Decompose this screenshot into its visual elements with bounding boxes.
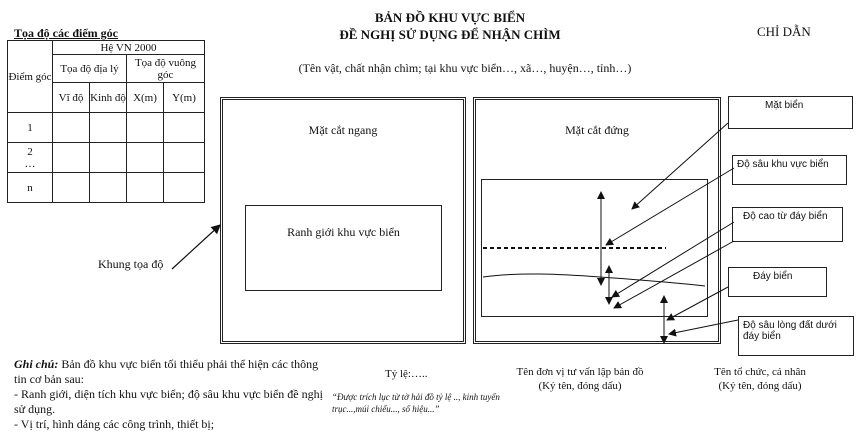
rect-coord-header: Tọa độ vuông góc — [127, 55, 205, 83]
legend-height-from-bottom: Độ cao từ đáy biển — [732, 207, 843, 242]
legend-sea-surface: Mặt biển — [728, 96, 853, 129]
notes — [14, 357, 329, 432]
notes-item-1: - Ranh giới, diện tích khu vực biển; độ sâu khu vực biển đề nghị sử dụng. — [14, 387, 323, 416]
title-subtitle: (Tên vật, chất nhận chìm; tại khu vực biển…, xã…, huyện…, tỉnh…) — [298, 61, 632, 75]
owner-sign: (Ký tên, đóng dấu) — [718, 380, 802, 392]
cross-section-label: Mặt cắt ngang — [308, 123, 378, 137]
longitudinal-label: Mặt cắt đứng — [565, 123, 629, 137]
point-column-header: Điểm góc — [8, 41, 53, 113]
title-line-1: BẢN ĐỒ KHU VỰC BIỂN — [374, 10, 526, 25]
pointer-height-2 — [614, 241, 734, 308]
legend-seabed: Đáy biển — [728, 267, 827, 297]
coordinate-heading: Tọa độ các điểm góc — [14, 26, 118, 40]
legend-sea-depth: Độ sâu khu vực biển — [732, 155, 847, 185]
title-line-2: ĐỀ NGHỊ SỬ DỤNG ĐỂ NHẬN CHÌM — [339, 27, 561, 42]
area-boundary-label: Ranh giới khu vực biển — [287, 225, 400, 239]
scale-label: Tỷ lệ:….. — [385, 368, 428, 380]
row-label: 1 — [8, 113, 53, 143]
geo-coord-header: Tọa độ địa lý — [53, 55, 127, 83]
legend-sediment-depth: Độ sâu lòng đất dưới đáy biển — [738, 316, 854, 356]
notes-label: Ghi chú: — [14, 357, 59, 371]
row-label: 2 … — [8, 143, 53, 173]
y-header: Y(m) — [164, 83, 205, 113]
unit-name: Tên đơn vị tư vấn lập bản đồ — [516, 366, 644, 378]
pointer-seabed — [667, 287, 728, 320]
notes-item-2: - Vị trí, hình dáng các công trình, thiết bị; — [14, 417, 215, 431]
lat-header: Vĩ độ — [53, 83, 90, 113]
pointer-height — [612, 222, 734, 297]
pointer-sea-surface — [632, 123, 728, 209]
owner-name: Tên tổ chức, cá nhân — [714, 366, 806, 378]
notes-intro: Bản đồ khu vực biển tối thiểu phải thể hiện các thông tin cơ bản sau: — [14, 357, 319, 386]
frame-label: Khung tọa độ — [98, 257, 164, 271]
frame-arrow — [172, 225, 220, 269]
pointer-sediment — [669, 320, 738, 334]
legend-title: CHỈ DẪN — [757, 24, 811, 39]
system-header: Hệ VN 2000 — [53, 41, 205, 55]
x-header: X(m) — [127, 83, 164, 113]
row-label: n — [8, 173, 53, 203]
scale-quote: “Được trích lục từ tờ hải đồ tỷ lệ .., kinh tuyến trục...,múi chiếu..., số hiệu...” — [332, 392, 500, 414]
unit-sign: (Ký tên, đóng dấu) — [538, 380, 622, 392]
lon-header: Kinh độ — [90, 83, 127, 113]
